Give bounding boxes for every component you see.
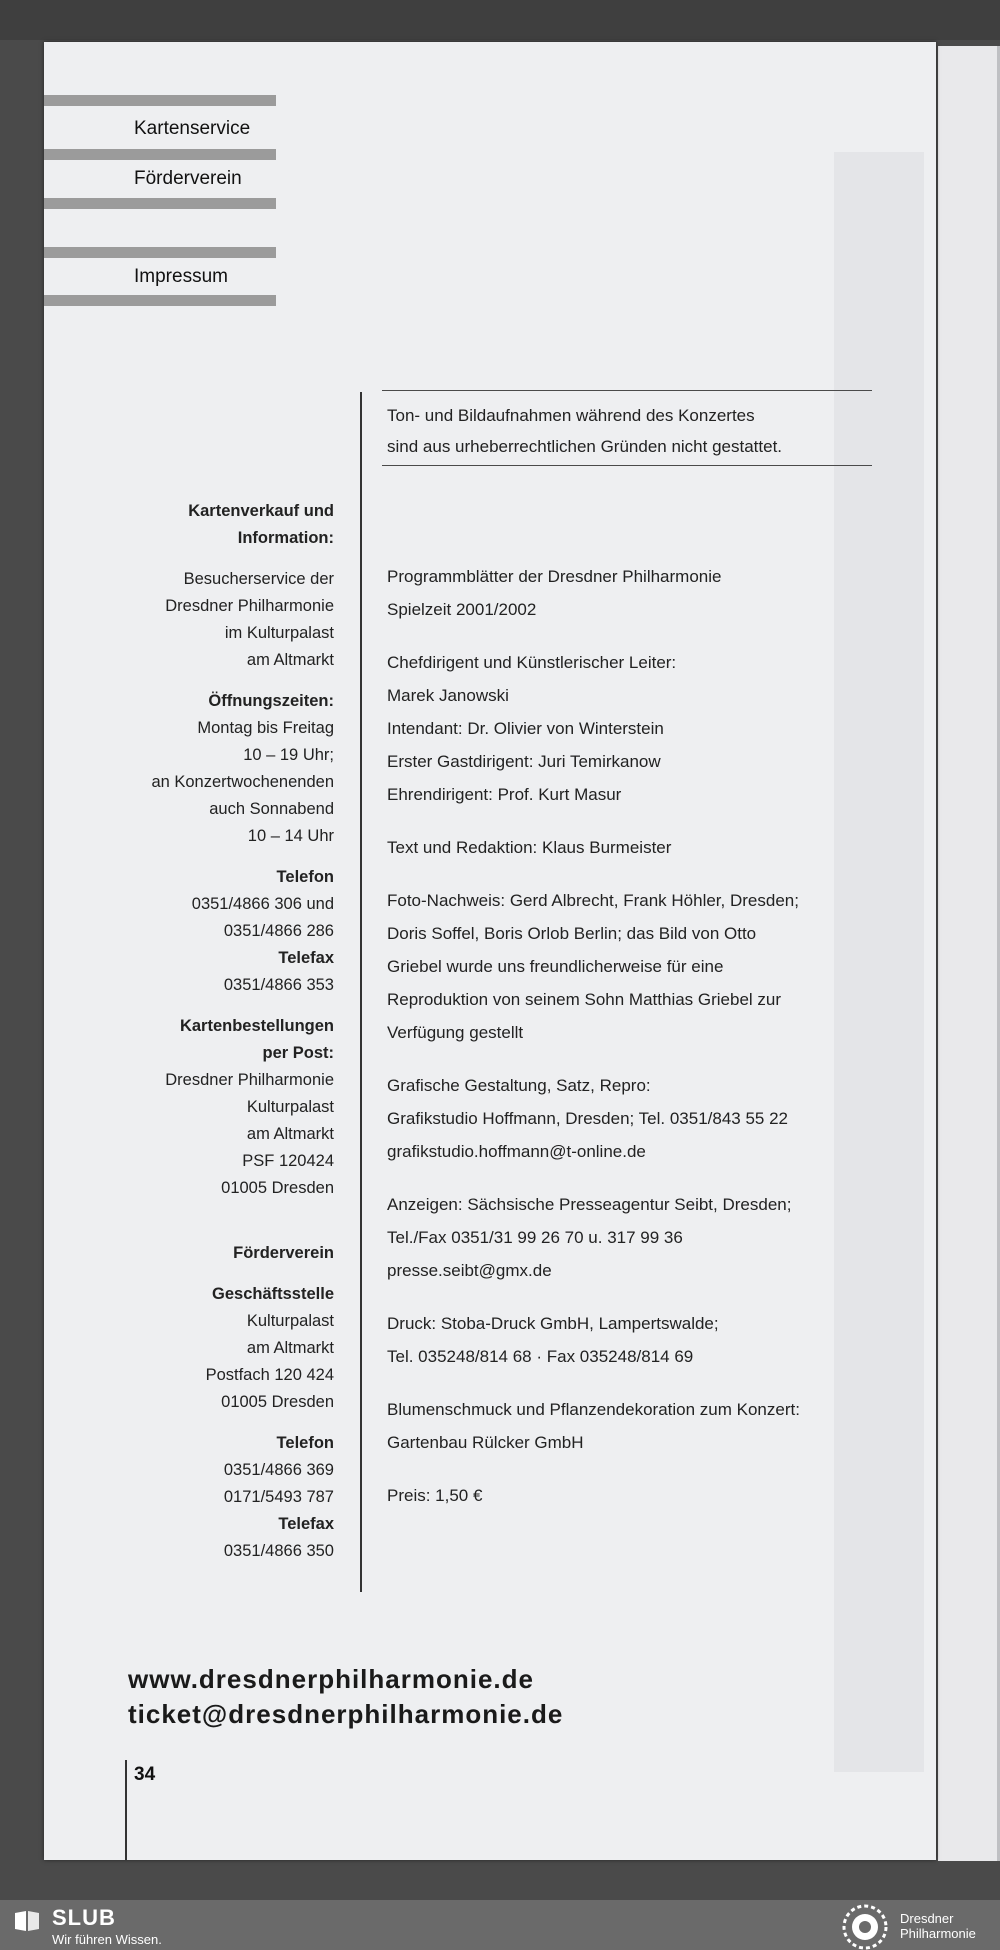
post-heading-2: per Post: [262,1044,334,1062]
nav-bar-1 [44,95,276,106]
office-phone-number: 0171/5493 787 [223,1488,334,1506]
hours-line: 10 – 14 Uhr [247,827,334,845]
contact-links [128,1662,563,1732]
imprint-column [387,560,877,1532]
imprint-line: Anzeigen: Sächsische Presseagentur Seibt, Dresden; [387,1195,792,1214]
adjacent-page-edge [938,46,1000,1861]
nav-item-kartenservice[interactable]: Kartenservice [134,118,251,139]
office-phone-heading: Telefon [276,1434,334,1452]
imprint-line: Verfügung gestellt [387,1023,524,1042]
ads-email-link[interactable]: presse.seibt@gmx.de [387,1261,552,1280]
design-email-link[interactable]: grafikstudio.hoffmann@t-online.de [387,1142,646,1161]
conductor-block [387,646,877,811]
post-address-line: PSF 120424 [242,1152,334,1170]
post-address-line: Kulturpalast [246,1098,334,1116]
service-line: im Kulturpalast [224,624,334,642]
nav-item-foerderverein[interactable]: Förderverein [134,168,242,189]
library-tagline: Wir führen Wissen. [52,1932,162,1947]
imprint-line: Griebel wurde uns freundlicherweise für eine [387,957,724,976]
imprint-line: Foto-Nachweis: Gerd Albrecht, Frank Höhler, Dresden; [387,891,799,910]
ticket-email-link[interactable]: ticket@dresdnerphilharmonie.de [128,1699,564,1729]
page-number-rule [125,1760,127,1860]
notice-line-2: sind aus urheberrechtlichen Gründen nicht gestattet. [387,437,783,456]
phone-heading: Telefon [276,868,334,886]
orchestra-logo-icon [842,1904,888,1950]
imprint-line: Text und Redaktion: Klaus Burmeister [387,838,672,857]
library-name[interactable]: SLUB [52,1905,116,1930]
column-separator [360,392,362,1592]
office-address-line: Kulturpalast [246,1312,334,1330]
program-block [387,560,877,626]
nav-bar-4 [44,247,276,258]
office-address-line: 01005 Dresden [221,1393,334,1411]
imprint-line: Tel./Fax 0351/31 99 26 70 u. 317 99 36 [387,1228,683,1247]
price-label: Preis: 1,50 € [387,1486,483,1505]
verein-heading: Förderverein [233,1244,334,1262]
scan-background [0,0,1000,40]
recording-notice [387,400,867,462]
service-line: am Altmarkt [246,651,334,669]
ticket-heading-1: Kartenverkauf und [188,502,334,520]
orchestra-name-line: Philharmonie [900,1926,976,1941]
orchestra-name-line: Dresdner [900,1911,954,1926]
imprint-line: Programmblätter der Dresdner Philharmonie [387,567,722,586]
phone-number: 0351/4866 306 und [191,895,334,913]
office-heading: Geschäftsstelle [212,1285,334,1303]
post-address-line: 01005 Dresden [221,1179,334,1197]
imprint-line: Druck: Stoba-Druck GmbH, Lampertswalde; [387,1314,719,1333]
imprint-line: Intendant: Dr. Olivier von Winterstein [387,719,664,738]
imprint-line: Chefdirigent und Künstlerischer Leiter: [387,653,677,672]
orchestra-name[interactable] [900,1911,976,1941]
hours-line: Montag bis Freitag [197,719,334,737]
print-block [387,1307,877,1373]
ticket-info-column [110,498,334,1565]
post-heading-1: Kartenbestellungen [179,1017,334,1035]
imprint-line: Blumenschmuck und Pflanzendekoration zum Konzert: [387,1400,800,1419]
nav-item-impressum[interactable]: Impressum [134,266,228,287]
office-fax-heading: Telefax [278,1515,334,1533]
imprint-line: Erster Gastdirigent: Juri Temirkanow [387,752,661,771]
website-link[interactable]: www.dresdnerphilharmonie.de [128,1664,534,1694]
hours-line: auch Sonnabend [209,800,334,818]
imprint-line: Tel. 035248/814 68 · Fax 035248/814 69 [387,1347,694,1366]
office-address-line: am Altmarkt [246,1339,334,1357]
post-address-line: Dresdner Philharmonie [165,1071,334,1089]
office-phone-number: 0351/4866 369 [223,1461,334,1479]
service-line: Besucherservice der [183,570,334,588]
office-address-line: Postfach 120 424 [205,1366,334,1384]
notice-line-1: Ton- und Bildaufnahmen während des Konzertes [387,406,755,425]
imprint-line: Gartenbau Rülcker GmbH [387,1433,584,1452]
nav-bar-2 [44,149,276,160]
imprint-line: Ehrendirigent: Prof. Kurt Masur [387,785,622,804]
ads-block [387,1188,877,1287]
nav-bar-5 [44,295,276,306]
price-block [387,1479,877,1512]
imprint-line: Grafische Gestaltung, Satz, Repro: [387,1076,651,1095]
office-fax-number: 0351/4866 350 [223,1542,334,1560]
ticket-heading-2: Information: [237,529,334,547]
fax-heading: Telefax [278,949,334,967]
phone-number: 0351/4866 286 [223,922,334,940]
photo-credits-block [387,884,877,1049]
design-block [387,1069,877,1168]
hours-line: 10 – 19 Uhr; [243,746,334,764]
nav-bar-3 [44,198,276,209]
imprint-line: Spielzeit 2001/2002 [387,600,537,619]
imprint-line: Marek Janowski [387,686,509,705]
notice-top-rule [382,390,872,391]
post-address-line: am Altmarkt [246,1125,334,1143]
imprint-line: Grafikstudio Hoffmann, Dresden; Tel. 0351/843 55 22 [387,1109,789,1128]
hours-line: an Konzertwochenenden [151,773,334,791]
hours-heading: Öffnungszeiten: [208,692,334,710]
book-icon [14,1910,40,1932]
fax-number: 0351/4866 353 [223,976,334,994]
flowers-block [387,1393,877,1459]
imprint-line: Reproduktion von seinem Sohn Matthias Griebel zur [387,990,782,1009]
service-line: Dresdner Philharmonie [165,597,334,615]
imprint-line: Doris Soffel, Boris Orlob Berlin; das Bild von Otto [387,924,757,943]
editor-block [387,831,877,864]
page-number: 34 [134,1764,156,1785]
digitization-footer [0,1900,1000,1950]
notice-bottom-rule [382,465,872,466]
